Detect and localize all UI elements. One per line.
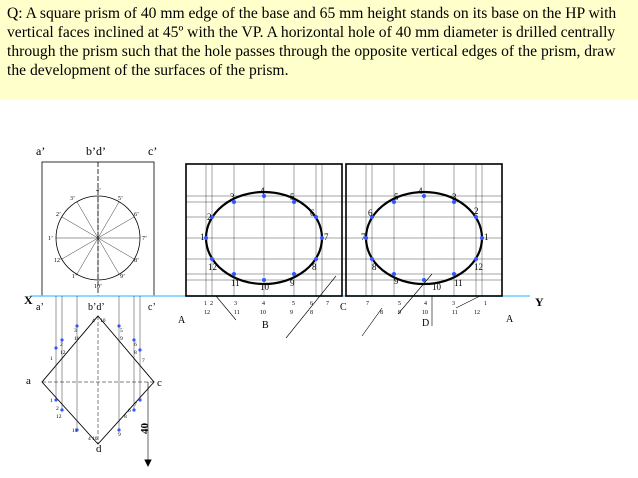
svg-text:10: 10 <box>432 282 441 292</box>
svg-text:6: 6 <box>310 301 313 307</box>
top-view-hole-labels <box>50 318 145 442</box>
svg-text:8: 8 <box>312 262 317 272</box>
svg-text:9: 9 <box>118 432 121 438</box>
circle-label-7: 7’ <box>142 236 147 242</box>
svg-text:1: 1 <box>204 301 207 307</box>
svg-text:4: 4 <box>92 318 95 324</box>
circle-label-4: 4’ <box>96 188 101 194</box>
svg-text:1: 1 <box>484 301 487 307</box>
svg-text:12: 12 <box>474 262 483 272</box>
svg-text:2: 2 <box>207 212 212 222</box>
xy-label-bd: b’d’ <box>88 302 105 313</box>
base-letter-D: D <box>422 318 430 329</box>
svg-text:2: 2 <box>210 301 213 307</box>
svg-text:9: 9 <box>398 310 401 316</box>
svg-text:5: 5 <box>290 192 295 202</box>
svg-text:11: 11 <box>74 336 80 342</box>
svg-text:11: 11 <box>454 278 463 288</box>
svg-text:4: 4 <box>424 301 427 307</box>
svg-text:5: 5 <box>292 301 295 307</box>
hole-division-lines <box>56 196 140 280</box>
svg-text:1: 1 <box>50 356 53 362</box>
svg-text:9: 9 <box>290 310 293 316</box>
svg-text:11: 11 <box>72 428 78 434</box>
svg-text:7: 7 <box>361 232 366 242</box>
development-base-letters <box>178 302 514 331</box>
svg-text:12: 12 <box>56 414 62 420</box>
svg-text:8: 8 <box>380 310 383 316</box>
projection-drawing <box>0 100 638 478</box>
svg-text:6: 6 <box>128 408 131 414</box>
svg-text:10: 10 <box>92 436 98 442</box>
svg-text:8: 8 <box>124 414 127 420</box>
circle-label-1: 1’ <box>48 236 53 242</box>
svg-text:4: 4 <box>262 301 265 307</box>
svg-text:6: 6 <box>368 208 373 218</box>
svg-text:12: 12 <box>474 310 480 316</box>
xy-label-c: c’ <box>148 302 156 313</box>
front-label-a-top: a’ <box>36 144 46 158</box>
svg-text:7: 7 <box>324 232 329 242</box>
svg-text:11: 11 <box>452 310 458 316</box>
svg-text:7: 7 <box>326 301 329 307</box>
circle-label-9: 9’ <box>120 274 125 280</box>
svg-text:10: 10 <box>260 310 266 316</box>
svg-text:5: 5 <box>120 328 123 334</box>
svg-text:2: 2 <box>60 342 63 348</box>
front-label-bd-top: b’d’ <box>86 144 106 158</box>
svg-text:10: 10 <box>260 282 269 292</box>
circle-label-2: 2’ <box>56 212 61 218</box>
svg-text:1: 1 <box>484 232 489 242</box>
corner-label-d: d <box>96 443 102 455</box>
svg-text:9: 9 <box>290 278 295 288</box>
top-view <box>42 296 154 466</box>
svg-text:12: 12 <box>60 350 66 356</box>
svg-text:12: 12 <box>208 262 217 272</box>
corner-label-a: a <box>26 375 31 387</box>
svg-text:1: 1 <box>200 232 205 242</box>
base-letter-A-start: A <box>178 315 186 326</box>
svg-text:10: 10 <box>422 310 428 316</box>
x-label: X <box>24 293 33 307</box>
dimension-label-40: 40 <box>139 423 151 434</box>
circle-label-11: 1’ <box>72 274 77 280</box>
svg-text:7: 7 <box>142 358 145 364</box>
base-letter-C: C <box>340 302 347 313</box>
svg-text:3: 3 <box>234 301 237 307</box>
svg-text:4: 4 <box>260 186 265 196</box>
svg-text:3: 3 <box>452 301 455 307</box>
y-label: Y <box>535 295 544 309</box>
corner-label-c: c <box>157 377 162 389</box>
circle-label-3: 3’ <box>70 196 75 202</box>
svg-text:4: 4 <box>418 186 423 196</box>
svg-text:5: 5 <box>398 301 401 307</box>
svg-text:3: 3 <box>230 192 235 202</box>
circle-label-10: 10’ <box>94 284 102 290</box>
svg-text:7: 7 <box>134 402 137 408</box>
svg-text:6: 6 <box>310 208 315 218</box>
svg-text:9: 9 <box>120 336 123 342</box>
circle-label-8: 8’ <box>134 258 139 264</box>
circle-label-5: 5’ <box>118 196 123 202</box>
svg-text:7: 7 <box>366 301 369 307</box>
circle-label-6: 6’ <box>134 212 139 218</box>
svg-text:4: 4 <box>88 436 91 442</box>
svg-text:5: 5 <box>394 192 399 202</box>
svg-text:2: 2 <box>56 406 59 412</box>
front-label-c-top: c’ <box>148 144 158 158</box>
question-text: Q: A square prism of 40 mm edge of the base and 65 mm height stands on its base on the HP with vertical faces inclined at 45º with the VP. A horizontal hole of 40 mm diameter is drilled centrally through the prism such that the hole passes through the opposite vertical edges of the prism, draw the development of the surfaces of the prism. <box>0 0 638 100</box>
xy-label-a: a’ <box>36 302 44 313</box>
svg-text:8: 8 <box>310 310 313 316</box>
front-view <box>42 162 154 296</box>
dimension-arrow <box>145 460 151 466</box>
svg-text:11: 11 <box>234 310 240 316</box>
svg-text:6: 6 <box>134 342 137 348</box>
svg-text:3: 3 <box>74 328 77 334</box>
svg-text:10: 10 <box>100 318 106 324</box>
svg-text:11: 11 <box>231 278 240 288</box>
svg-text:2: 2 <box>474 206 479 216</box>
base-letter-B: B <box>262 320 269 331</box>
base-letter-A-end: A <box>506 314 514 325</box>
circle-label-12: 12’ <box>54 258 62 264</box>
svg-text:12: 12 <box>204 310 210 316</box>
svg-text:8: 8 <box>134 350 137 356</box>
svg-text:3: 3 <box>452 192 457 202</box>
svg-text:9: 9 <box>394 276 399 286</box>
svg-text:1: 1 <box>50 398 53 404</box>
svg-text:8: 8 <box>372 262 377 272</box>
